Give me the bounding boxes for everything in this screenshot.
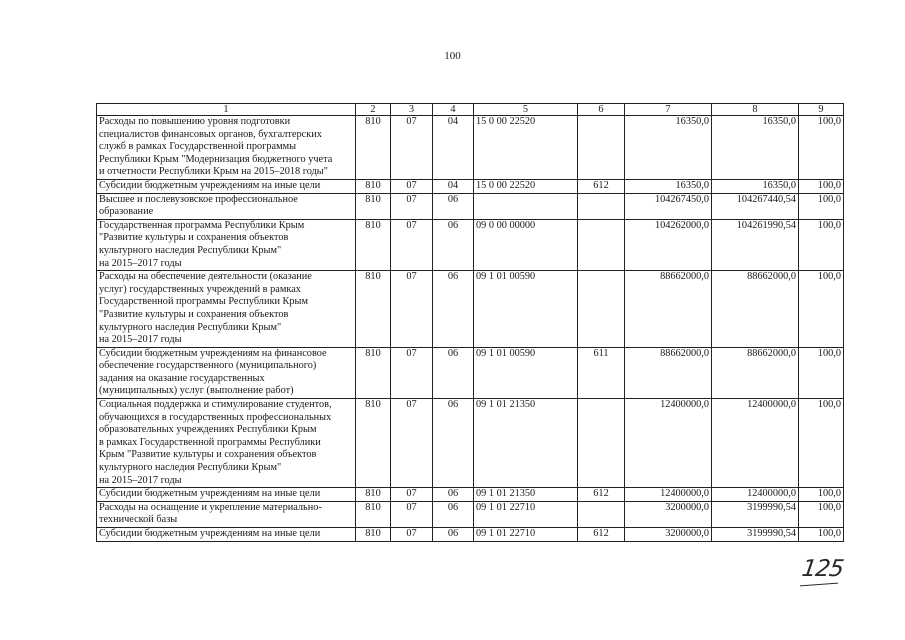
executed-amount-cell: 12400000,0 — [712, 399, 799, 488]
executed-amount-cell: 3199990,54 — [712, 501, 799, 527]
description-cell — [97, 179, 356, 193]
executed-amount-cell: 104261990,54 — [712, 219, 799, 270]
subsection-cell: 04 — [433, 116, 474, 180]
subsection-cell: 06 — [433, 347, 474, 398]
description-line: Высшее и послевузовское профессиональное — [99, 193, 298, 205]
description-line: Субсидии бюджетным учреждениям на финансовое — [99, 347, 327, 359]
description-cell — [97, 271, 356, 348]
header-cell: 3 — [391, 104, 433, 116]
section-cell: 07 — [391, 501, 433, 527]
description-cell — [97, 501, 356, 527]
subsection-cell: 04 — [433, 179, 474, 193]
subsection-cell: 06 — [433, 501, 474, 527]
grbs-code-cell: 810 — [356, 219, 391, 270]
expense-type-cell — [578, 501, 625, 527]
subsection-cell: 06 — [433, 488, 474, 502]
execution-percent-cell: 100,0 — [799, 219, 844, 270]
description-line: задания на оказание государственных — [99, 372, 265, 384]
executed-amount-cell: 12400000,0 — [712, 488, 799, 502]
planned-amount-cell: 104262000,0 — [625, 219, 712, 270]
planned-amount-cell: 3200000,0 — [625, 501, 712, 527]
header-cell: 4 — [433, 104, 474, 116]
executed-amount-cell: 16350,0 — [712, 179, 799, 193]
expense-type-cell — [578, 399, 625, 488]
description-line: образовательных учреждениях Республики Крым — [99, 424, 317, 436]
section-cell: 07 — [391, 347, 433, 398]
planned-amount-cell: 88662000,0 — [625, 271, 712, 348]
description-cell — [97, 219, 356, 270]
description-line: служб в рамках Государственной программы — [99, 141, 297, 153]
planned-amount-cell: 16350,0 — [625, 116, 712, 180]
table-row — [97, 193, 844, 219]
planned-amount-cell: 16350,0 — [625, 179, 712, 193]
description-line: в рамках Государственной программы Республики — [99, 436, 321, 448]
description-line: на 2015–2017 годы — [99, 257, 182, 269]
description-line: Социальная поддержка и стимулирование студентов, — [99, 399, 332, 411]
grbs-code-cell: 810 — [356, 179, 391, 193]
table-row — [97, 219, 844, 270]
description-line: Государственной программы Республики Крым — [99, 296, 308, 308]
execution-percent-cell: 100,0 — [799, 488, 844, 502]
section-cell: 07 — [391, 399, 433, 488]
expense-type-cell — [578, 193, 625, 219]
grbs-code-cell: 810 — [356, 528, 391, 542]
execution-percent-cell: 100,0 — [799, 116, 844, 180]
description-line: услуг) государственных учреждений в рамках — [99, 283, 301, 295]
description-line: на 2015–2017 годы — [99, 334, 182, 346]
executed-amount-cell: 104267440,54 — [712, 193, 799, 219]
description-cell — [97, 347, 356, 398]
subsection-cell: 06 — [433, 219, 474, 270]
grbs-code-cell: 810 — [356, 501, 391, 527]
page-number: 100 — [444, 50, 461, 62]
header-cell: 1 — [97, 104, 356, 116]
description-line: технической базы — [99, 514, 178, 526]
description-cell — [97, 116, 356, 180]
table-row — [97, 501, 844, 527]
grbs-code-cell: 810 — [356, 271, 391, 348]
subsection-cell: 06 — [433, 193, 474, 219]
description-cell — [97, 399, 356, 488]
expense-type-cell: 612 — [578, 179, 625, 193]
description-line: Расходы на оснащение и укрепление материально- — [99, 501, 322, 513]
table-row — [97, 179, 844, 193]
table-header-row — [97, 104, 844, 116]
planned-amount-cell: 12400000,0 — [625, 488, 712, 502]
description-cell — [97, 488, 356, 502]
header-cell: 8 — [712, 104, 799, 116]
table-row — [97, 116, 844, 180]
grbs-code-cell: 810 — [356, 488, 391, 502]
planned-amount-cell: 3200000,0 — [625, 528, 712, 542]
execution-percent-cell: 100,0 — [799, 501, 844, 527]
description-line: (муниципальных) услуг (выполнение работ) — [99, 385, 294, 397]
section-cell: 07 — [391, 193, 433, 219]
description-line: и отчетности Республики Крым на 2015–2018 годы" — [99, 166, 328, 178]
target-article-cell: 09 1 01 22710 — [474, 528, 578, 542]
description-line: обеспечение государственного (муниципального) — [99, 360, 317, 372]
execution-percent-cell: 100,0 — [799, 347, 844, 398]
grbs-code-cell: 810 — [356, 116, 391, 180]
description-line: образование — [99, 206, 154, 218]
description-line: Республики Крым "Модернизация бюджетного учета — [99, 153, 333, 165]
description-line: Расходы по повышению уровня подготовки — [99, 116, 291, 127]
expense-type-cell: 612 — [578, 488, 625, 502]
description-line: Субсидии бюджетным учреждениям на иные цели — [99, 179, 321, 191]
table-row — [97, 347, 844, 398]
planned-amount-cell: 12400000,0 — [625, 399, 712, 488]
subsection-cell: 06 — [433, 528, 474, 542]
description-line: Субсидии бюджетным учреждениям на иные цели — [99, 528, 321, 539]
description-line: Государственная программа Республики Крым — [99, 219, 305, 231]
section-cell: 07 — [391, 179, 433, 193]
subsection-cell: 06 — [433, 399, 474, 488]
header-cell: 6 — [578, 104, 625, 116]
expense-type-cell: 611 — [578, 347, 625, 398]
executed-amount-cell: 16350,0 — [712, 116, 799, 180]
section-cell: 07 — [391, 271, 433, 348]
description-line: Субсидии бюджетным учреждениям на иные цели — [99, 488, 321, 500]
target-article-cell: 09 1 01 00590 — [474, 347, 578, 398]
section-cell: 07 — [391, 488, 433, 502]
table-row — [97, 488, 844, 502]
target-article-cell: 09 1 01 21350 — [474, 488, 578, 502]
expense-type-cell — [578, 116, 625, 180]
target-article-cell: 15 0 00 22520 — [474, 179, 578, 193]
table-row — [97, 528, 844, 542]
target-article-cell: 09 1 01 21350 — [474, 399, 578, 488]
description-line: Расходы на обеспечение деятельности (оказание — [99, 271, 312, 283]
description-cell — [97, 193, 356, 219]
expense-type-cell — [578, 271, 625, 348]
planned-amount-cell: 104267450,0 — [625, 193, 712, 219]
header-cell: 9 — [799, 104, 844, 116]
grbs-code-cell: 810 — [356, 399, 391, 488]
target-article-cell: 09 0 00 00000 — [474, 219, 578, 270]
grbs-code-cell: 810 — [356, 347, 391, 398]
description-line: культурного наследия Республики Крым" — [99, 462, 282, 474]
expense-type-cell — [578, 219, 625, 270]
description-line: "Развитие культуры и сохранения объектов — [99, 308, 289, 320]
description-line: культурного наследия Республики Крым" — [99, 321, 282, 333]
expense-type-cell: 612 — [578, 528, 625, 542]
description-line: на 2015–2017 годы — [99, 474, 182, 486]
handwritten-underline — [800, 583, 838, 587]
section-cell: 07 — [391, 219, 433, 270]
executed-amount-cell: 88662000,0 — [712, 347, 799, 398]
planned-amount-cell: 88662000,0 — [625, 347, 712, 398]
table-row — [97, 399, 844, 488]
header-cell: 2 — [356, 104, 391, 116]
section-cell: 07 — [391, 116, 433, 180]
execution-percent-cell: 100,0 — [799, 399, 844, 488]
description-line: Крым "Развитие культуры и сохранения объектов — [99, 449, 317, 461]
target-article-cell: 15 0 00 22520 — [474, 116, 578, 180]
target-article-cell — [474, 193, 578, 219]
execution-percent-cell: 100,0 — [799, 193, 844, 219]
header-cell: 7 — [625, 104, 712, 116]
executed-amount-cell: 88662000,0 — [712, 271, 799, 348]
budget-table — [96, 103, 844, 542]
section-cell: 07 — [391, 528, 433, 542]
description-line: обучающихся в государственных профессиональных — [99, 411, 332, 423]
description-line: культурного наследия Республики Крым" — [99, 244, 282, 256]
execution-percent-cell: 100,0 — [799, 528, 844, 542]
executed-amount-cell: 3199990,54 — [712, 528, 799, 542]
execution-percent-cell: 100,0 — [799, 271, 844, 348]
target-article-cell: 09 1 01 00590 — [474, 271, 578, 348]
grbs-code-cell: 810 — [356, 193, 391, 219]
table-row — [97, 271, 844, 348]
target-article-cell: 09 1 01 22710 — [474, 501, 578, 527]
subsection-cell: 06 — [433, 271, 474, 348]
description-line: специалистов финансовых органов, бухгалтерских — [99, 128, 322, 140]
header-cell: 5 — [474, 104, 578, 116]
description-cell — [97, 528, 356, 542]
description-line: "Развитие культуры и сохранения объектов — [99, 232, 289, 244]
handwritten-page-number: 125 — [800, 556, 845, 582]
execution-percent-cell: 100,0 — [799, 179, 844, 193]
